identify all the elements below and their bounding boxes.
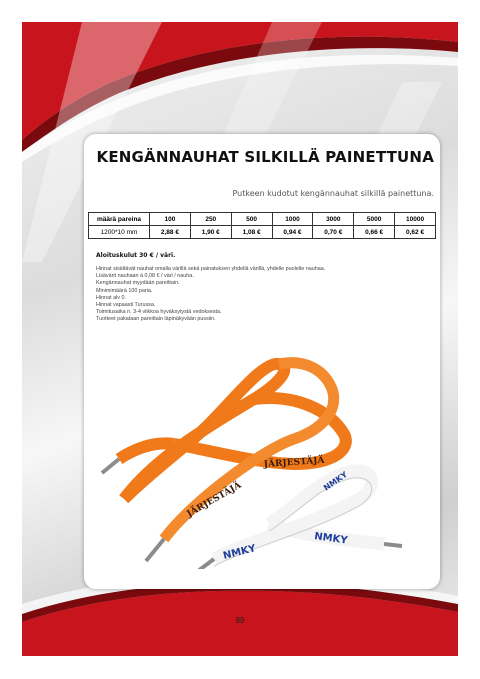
page-number: 99 — [235, 616, 245, 625]
price-table-row — [89, 226, 436, 239]
content-card — [84, 134, 440, 589]
orange-lace-print: JÄRJESTÄJÄ — [263, 455, 325, 470]
white-lace-print: NMKY — [222, 543, 258, 562]
table-cell-price: 0,94 € — [272, 226, 313, 239]
note-line: Minimimäärä 100 paria. — [96, 287, 153, 294]
table-header-cell: 3000 — [313, 213, 354, 226]
table-cell-price: 1,08 € — [231, 226, 272, 239]
page-subtitle: Putkeen kudotut kengännauhat silkillä painettuna. — [232, 189, 434, 198]
note-line: Hinnat sisältävät nauhat omalla värillä sekä painatuksen yhdellä värillä, yhdelle puolelle nauhaa. — [96, 266, 326, 272]
table-header-cell: 1000 — [272, 213, 313, 226]
table-header-cell: 100 — [150, 213, 191, 226]
table-cell-price: 0,66 € — [354, 226, 395, 239]
table-cell-price: 1,90 € — [190, 226, 231, 239]
note-line: Hinnat vapaasti Turussa. — [96, 302, 156, 309]
table-header-cell: 5000 — [354, 213, 395, 226]
table-cell-price: 2,88 € — [150, 226, 191, 239]
page-sheet — [22, 22, 458, 656]
table-header-cell: 500 — [231, 213, 272, 226]
price-table-header-row — [89, 213, 436, 226]
notes-list — [96, 266, 325, 324]
price-table — [88, 212, 436, 239]
white-lace-print-3: NMKY — [321, 469, 349, 493]
table-cell-size: 1200*10 mm — [89, 226, 150, 239]
white-lace-print-2: NMKY — [313, 531, 349, 547]
table-cell-price: 0,62 € — [395, 226, 436, 239]
table-header-cell: 10000 — [395, 213, 436, 226]
startup-cost: Aloituskulut 30 € / väri. — [96, 252, 176, 259]
table-header-cell: 250 — [190, 213, 231, 226]
note-line: Lisävärit nauhaan á 0,08 € / väri / nauha. — [96, 273, 194, 280]
note-line: Kengännauhat myydään pareittain. — [96, 280, 180, 287]
note-line: Tuotteet pakataan pareittain läpinäkyvään pussiin. — [96, 316, 216, 323]
table-cell-price: 0,70 € — [313, 226, 354, 239]
shoelace-image — [94, 349, 424, 569]
note-line: Hinnat alv 0. — [96, 294, 126, 301]
orange-lace-print-2: JÄRJESTÄJÄ — [185, 480, 244, 520]
page-title: KENGÄNNAUHAT SILKILLÄ PAINETTUNA — [96, 148, 434, 166]
note-line: Toimitusaika n. 3-4 viikkoa hyväksytystä vedoksesta. — [96, 309, 222, 316]
table-header-cell: määrä pareina — [89, 213, 150, 226]
